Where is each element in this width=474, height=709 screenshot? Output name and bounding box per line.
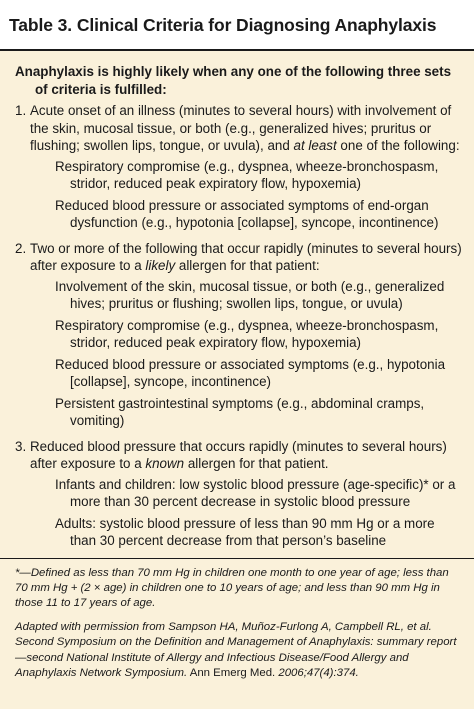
criterion-subitem: Respiratory compromise (e.g., dyspnea, wheeze-bronchospasm, stridor, reduced peak expiratory flow, hypoxemia) [55, 317, 439, 350]
criterion-text-part: Acute onset of an illness (minutes to several hours) with involvement of the skin, mucosal tissue, or both (e.g., generalized hives; pruritus or flushing; swollen lips, tongue, or uvula), and [30, 103, 452, 153]
criterion-text [30, 438, 464, 550]
criterion-subitem: Adults: systolic blood pressure of less than 90 mm Hg or a more than 30 percent decrease from that person’s baseline [55, 515, 435, 548]
criterion-emphasis: known [145, 456, 185, 471]
criterion-number: 2. [15, 240, 27, 256]
citation-volume: 2006;47(4):374. [275, 666, 359, 679]
criterion-number: 1. [15, 103, 27, 118]
criterion-text [30, 102, 464, 232]
footnote [15, 566, 462, 612]
criterion-subitem: Involvement of the skin, mucosal tissue, or both (e.g., generalized hives; pruritus or flushing; swollen lips, tongue, or uvula) [55, 278, 445, 311]
criterion-text-part: allergen for that patient: [175, 258, 320, 273]
criterion-text-part: Reduced blood pressure that occurs rapidly (minutes to several hours) after exposure to a [30, 438, 447, 471]
source-citation [15, 620, 462, 681]
criterion-2 [15, 240, 464, 430]
table-title: Table 3. Clinical Criteria for Diagnosing Anaphylaxis [9, 15, 437, 35]
criterion-subitem: Reduced blood pressure or associated symptoms of end-organ dysfunction (e.g., hypotonia [collapse], syncope, incontinence) [55, 197, 439, 230]
criterion-text-part: allergen for that patient. [184, 456, 329, 471]
criterion-number: 3. [15, 438, 27, 454]
footnote-text: *—Defined as less than 70 mm Hg in children one month to one year of age; less than 70 mm Hg + (2 × age) in children one to 10 years of age; and less than 90 mm Hg in those 11 to 17 years of age. [15, 566, 449, 609]
criterion-1 [15, 102, 464, 232]
criterion-text [30, 240, 464, 430]
citation-journal: Ann Emerg Med. [187, 666, 276, 679]
table-notes [0, 559, 474, 681]
criterion-subitem: Persistent gastrointestinal symptoms (e.g., abdominal cramps, vomiting) [55, 395, 425, 428]
citation-text: Adapted with permission from Sampson HA, Muñoz-Furlong A, Campbell RL, et al. Second Symposium on the Definition and Management of Anaphylaxis: summary report—second National Institute of Allergy and Infectious Disease/Food Allergy and Anaphylaxis Network Symposium. [15, 621, 457, 679]
title-bar [0, 0, 474, 51]
criterion-subitem: Infants and children: low systolic blood pressure (age-specific)* or a more than 30 percent decrease in systolic blood pressure [55, 476, 456, 509]
criterion-text-part: Two or more of the following that occur rapidly (minutes to several hours) after exposure to a [30, 240, 462, 273]
criterion-emphasis: likely [145, 258, 176, 273]
criterion-3 [15, 438, 464, 550]
intro-text: Anaphylaxis is highly likely when any one of the following three sets of criteria is fulfilled: [15, 64, 452, 97]
criterion-text-part: one of the following: [336, 138, 460, 153]
criteria-body [0, 51, 474, 559]
criterion-emphasis: at least [293, 138, 337, 153]
criterion-subitem: Reduced blood pressure or associated symptoms (e.g., hypotonia [collapse], syncope, incontinence) [55, 356, 446, 389]
criterion-subitem: Respiratory compromise (e.g., dyspnea, wheeze-bronchospasm, stridor, reduced peak expiratory flow, hypoxemia) [55, 158, 439, 191]
